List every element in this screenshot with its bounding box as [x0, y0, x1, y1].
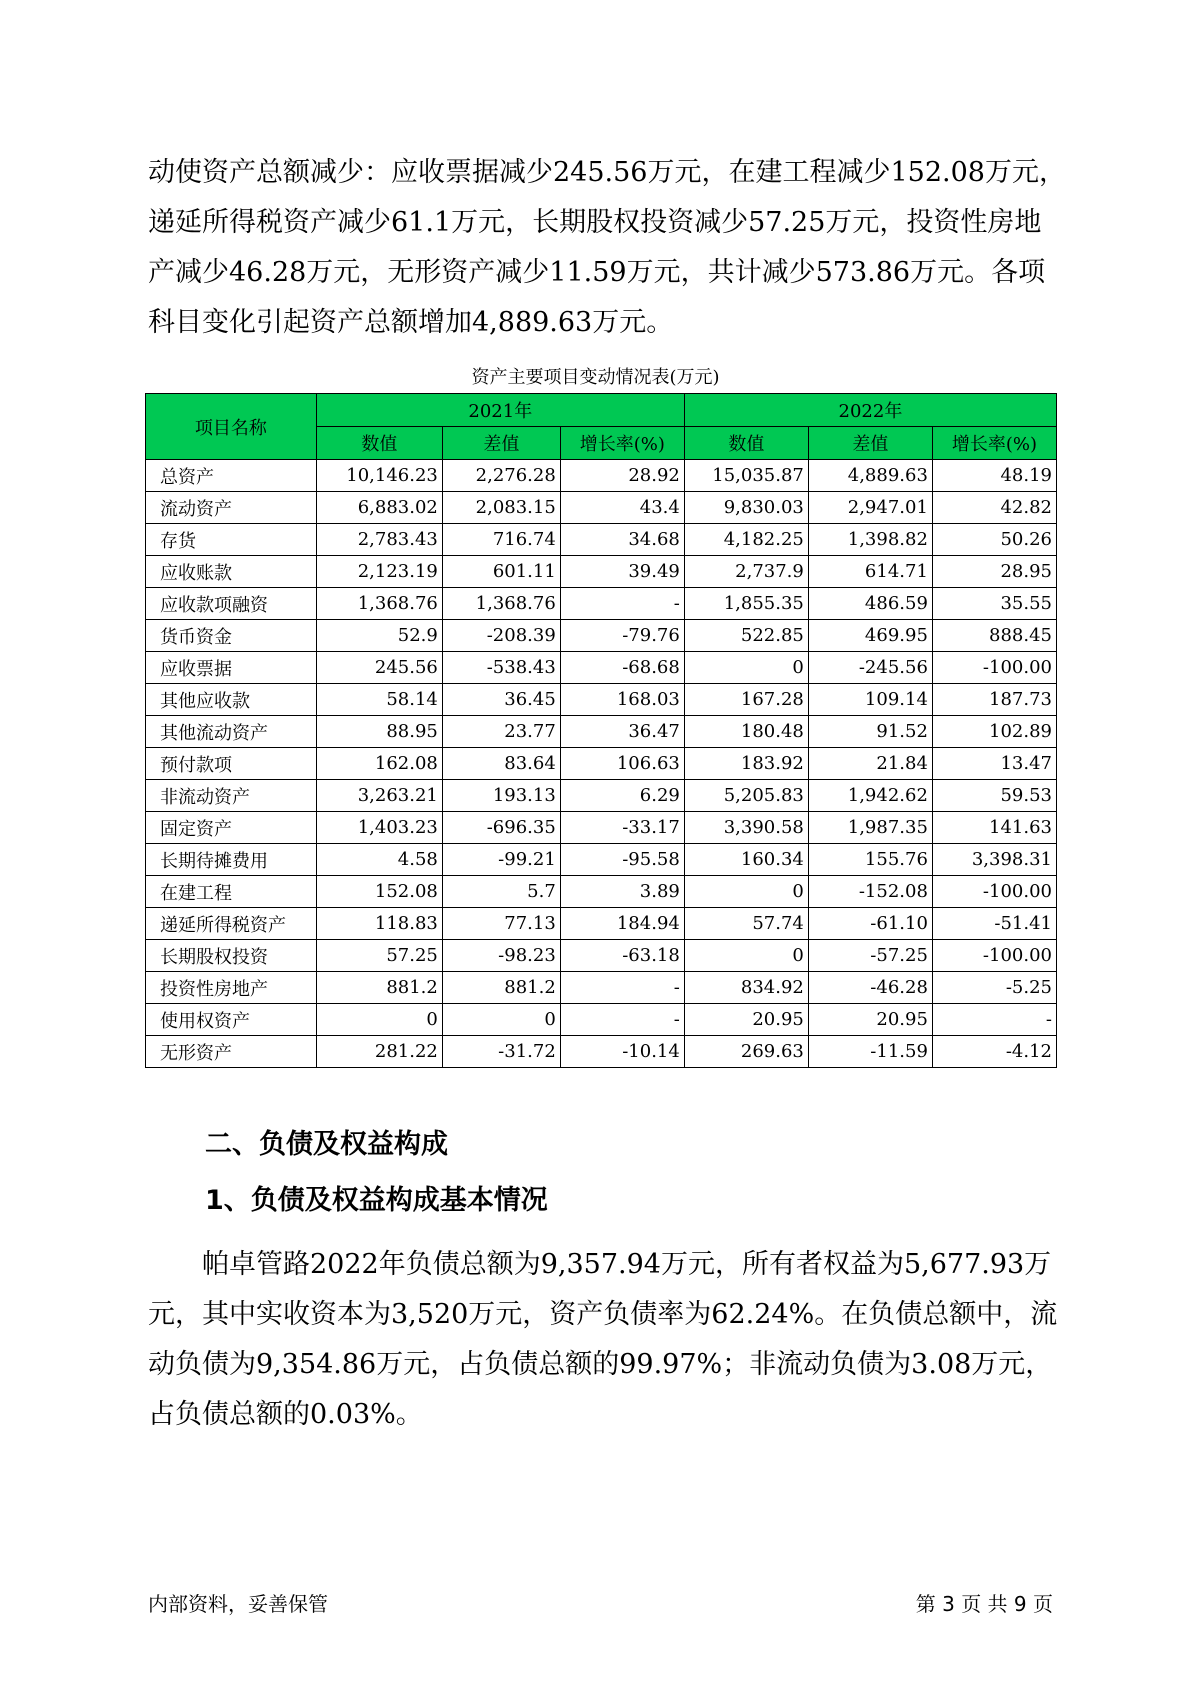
header-diff: 差值	[808, 427, 932, 460]
table-header-row-years	[146, 394, 1057, 427]
row-value-cell: 3,263.21	[316, 780, 442, 812]
table-row	[146, 524, 1057, 556]
table-caption: 资产主要项目变动情况表(万元)	[471, 367, 720, 388]
row-value-cell: -98.23	[442, 940, 560, 972]
table-row	[146, 492, 1057, 524]
footer-page-number: 第 3 页 共 9 页	[915, 1592, 1053, 1616]
row-value-cell: 184.94	[560, 908, 684, 940]
table-row	[146, 940, 1057, 972]
subsection-heading: 1、负债及权益构成基本情况	[205, 1185, 548, 1216]
liability-line: 动负债为9,354.86万元，占负债总额的99.97%；非流动负债为3.08万元，	[148, 1349, 1053, 1380]
row-value-cell: 57.25	[316, 940, 442, 972]
row-value-cell: 1,403.23	[316, 812, 442, 844]
row-value-cell: 4.58	[316, 844, 442, 876]
intro-line: 科目变化引起资产总额增加4,889.63万元。	[148, 307, 674, 338]
row-value-cell: 36.45	[442, 684, 560, 716]
table-row	[146, 588, 1057, 620]
row-value-cell: -63.18	[560, 940, 684, 972]
row-value-cell: 28.95	[932, 556, 1056, 588]
row-value-cell: 0	[442, 1004, 560, 1036]
row-value-cell: 9,830.03	[684, 492, 808, 524]
row-item-name: 应收票据	[146, 652, 317, 684]
row-value-cell: -57.25	[808, 940, 932, 972]
row-value-cell: 91.52	[808, 716, 932, 748]
row-value-cell: -	[560, 588, 684, 620]
row-value-cell: 1,368.76	[316, 588, 442, 620]
row-value-cell: -61.10	[808, 908, 932, 940]
row-value-cell: 50.26	[932, 524, 1056, 556]
row-value-cell: 2,737.9	[684, 556, 808, 588]
row-item-name: 固定资产	[146, 812, 317, 844]
row-value-cell: 77.13	[442, 908, 560, 940]
row-value-cell: 4,889.63	[808, 460, 932, 492]
row-item-name: 长期待摊费用	[146, 844, 317, 876]
row-value-cell: 614.71	[808, 556, 932, 588]
row-value-cell: 0	[316, 1004, 442, 1036]
row-value-cell: -	[560, 1004, 684, 1036]
row-value-cell: -	[932, 1004, 1056, 1036]
table-row	[146, 876, 1057, 908]
row-value-cell: 21.84	[808, 748, 932, 780]
header-item-name: 项目名称	[146, 394, 317, 460]
row-item-name: 流动资产	[146, 492, 317, 524]
row-item-name: 在建工程	[146, 876, 317, 908]
row-value-cell: -100.00	[932, 652, 1056, 684]
row-value-cell: 57.74	[684, 908, 808, 940]
row-value-cell: 180.48	[684, 716, 808, 748]
row-value-cell: -95.58	[560, 844, 684, 876]
row-value-cell: 118.83	[316, 908, 442, 940]
row-item-name: 总资产	[146, 460, 317, 492]
row-value-cell: -538.43	[442, 652, 560, 684]
row-value-cell: -46.28	[808, 972, 932, 1004]
row-value-cell: 1,398.82	[808, 524, 932, 556]
liability-paragraph	[148, 1240, 1058, 1440]
row-value-cell: 5.7	[442, 876, 560, 908]
row-value-cell: 2,947.01	[808, 492, 932, 524]
table-row	[146, 748, 1057, 780]
header-growth: 增长率(%)	[560, 427, 684, 460]
row-item-name: 投资性房地产	[146, 972, 317, 1004]
header-growth: 增长率(%)	[932, 427, 1056, 460]
row-value-cell: 152.08	[316, 876, 442, 908]
row-value-cell: 106.63	[560, 748, 684, 780]
row-value-cell: -152.08	[808, 876, 932, 908]
row-value-cell: 35.55	[932, 588, 1056, 620]
row-value-cell: 888.45	[932, 620, 1056, 652]
row-value-cell: -5.25	[932, 972, 1056, 1004]
row-value-cell: 43.4	[560, 492, 684, 524]
row-value-cell: 5,205.83	[684, 780, 808, 812]
row-value-cell: 160.34	[684, 844, 808, 876]
table-row	[146, 908, 1057, 940]
row-value-cell: 2,123.19	[316, 556, 442, 588]
row-item-name: 货币资金	[146, 620, 317, 652]
row-value-cell: 10,146.23	[316, 460, 442, 492]
row-item-name: 非流动资产	[146, 780, 317, 812]
row-value-cell: -10.14	[560, 1036, 684, 1068]
table-row	[146, 1004, 1057, 1036]
row-item-name: 其他应收款	[146, 684, 317, 716]
row-value-cell: 193.13	[442, 780, 560, 812]
row-value-cell: 109.14	[808, 684, 932, 716]
row-value-cell: 59.53	[932, 780, 1056, 812]
row-value-cell: 141.63	[932, 812, 1056, 844]
header-diff: 差值	[442, 427, 560, 460]
row-value-cell: 881.2	[316, 972, 442, 1004]
row-item-name: 应收账款	[146, 556, 317, 588]
row-value-cell: 155.76	[808, 844, 932, 876]
row-value-cell: 83.64	[442, 748, 560, 780]
row-value-cell: -100.00	[932, 940, 1056, 972]
intro-paragraph	[148, 148, 1066, 348]
row-item-name: 存货	[146, 524, 317, 556]
header-year-2021: 2021年	[316, 394, 684, 427]
row-value-cell: 20.95	[808, 1004, 932, 1036]
table-row	[146, 780, 1057, 812]
liability-line: 占负债总额的0.03%。	[148, 1399, 423, 1430]
row-value-cell: 601.11	[442, 556, 560, 588]
row-value-cell: 3,390.58	[684, 812, 808, 844]
row-value-cell: 23.77	[442, 716, 560, 748]
row-value-cell: 88.95	[316, 716, 442, 748]
row-value-cell: 486.59	[808, 588, 932, 620]
row-value-cell: 3,398.31	[932, 844, 1056, 876]
row-item-name: 无形资产	[146, 1036, 317, 1068]
intro-line: 递延所得税资产减少61.1万元，长期股权投资减少57.25万元，投资性房地	[148, 207, 1042, 238]
row-item-name: 其他流动资产	[146, 716, 317, 748]
table-row	[146, 844, 1057, 876]
table-row	[146, 460, 1057, 492]
row-value-cell: -	[560, 972, 684, 1004]
row-value-cell: 20.95	[684, 1004, 808, 1036]
table-row	[146, 652, 1057, 684]
table-row	[146, 812, 1057, 844]
row-value-cell: -11.59	[808, 1036, 932, 1068]
row-value-cell: 58.14	[316, 684, 442, 716]
row-value-cell: -100.00	[932, 876, 1056, 908]
row-value-cell: 0	[684, 652, 808, 684]
row-value-cell: 2,276.28	[442, 460, 560, 492]
row-value-cell: 102.89	[932, 716, 1056, 748]
row-value-cell: 6,883.02	[316, 492, 442, 524]
row-value-cell: 0	[684, 940, 808, 972]
header-year-2022: 2022年	[684, 394, 1056, 427]
row-value-cell: 42.82	[932, 492, 1056, 524]
row-value-cell: 2,083.15	[442, 492, 560, 524]
row-value-cell: 28.92	[560, 460, 684, 492]
row-value-cell: 36.47	[560, 716, 684, 748]
row-value-cell: 167.28	[684, 684, 808, 716]
section-heading: 二、负债及权益构成	[205, 1129, 448, 1160]
row-value-cell: 834.92	[684, 972, 808, 1004]
table-row	[146, 620, 1057, 652]
row-item-name: 预付款项	[146, 748, 317, 780]
intro-line: 动使资产总额减少：应收票据减少245.56万元，在建工程减少152.08万元，	[148, 157, 1066, 188]
row-value-cell: 13.47	[932, 748, 1056, 780]
row-value-cell: -79.76	[560, 620, 684, 652]
row-value-cell: 0	[684, 876, 808, 908]
liability-line: 帕卓管路2022年负债总额为9,357.94万元，所有者权益为5,677.93万	[202, 1249, 1052, 1280]
footer-confidential-note: 内部资料，妥善保管	[148, 1592, 328, 1616]
intro-line: 产减少46.28万元，无形资产减少11.59万元，共计减少573.86万元。各项	[148, 257, 1046, 288]
table-row	[146, 716, 1057, 748]
row-value-cell: 522.85	[684, 620, 808, 652]
row-value-cell: 34.68	[560, 524, 684, 556]
row-value-cell: 1,368.76	[442, 588, 560, 620]
row-value-cell: 881.2	[442, 972, 560, 1004]
asset-change-table	[145, 393, 1057, 1068]
row-value-cell: -33.17	[560, 812, 684, 844]
row-value-cell: 168.03	[560, 684, 684, 716]
row-value-cell: 183.92	[684, 748, 808, 780]
row-value-cell: 3.89	[560, 876, 684, 908]
row-value-cell: -208.39	[442, 620, 560, 652]
row-value-cell: 1,942.62	[808, 780, 932, 812]
table-row	[146, 556, 1057, 588]
row-value-cell: -51.41	[932, 908, 1056, 940]
table-body	[146, 460, 1057, 1068]
row-value-cell: 1,855.35	[684, 588, 808, 620]
table-row	[146, 972, 1057, 1004]
row-value-cell: 48.19	[932, 460, 1056, 492]
liability-line: 元，其中实收资本为3,520万元，资产负债率为62.24%。在负债总额中，流	[148, 1299, 1058, 1330]
row-value-cell: -4.12	[932, 1036, 1056, 1068]
row-value-cell: 2,783.43	[316, 524, 442, 556]
table-row	[146, 684, 1057, 716]
row-item-name: 使用权资产	[146, 1004, 317, 1036]
row-value-cell: 1,987.35	[808, 812, 932, 844]
row-value-cell: -99.21	[442, 844, 560, 876]
row-value-cell: 245.56	[316, 652, 442, 684]
row-value-cell: 15,035.87	[684, 460, 808, 492]
row-value-cell: 469.95	[808, 620, 932, 652]
row-value-cell: -245.56	[808, 652, 932, 684]
row-item-name: 长期股权投资	[146, 940, 317, 972]
row-value-cell: 4,182.25	[684, 524, 808, 556]
row-value-cell: 269.63	[684, 1036, 808, 1068]
row-value-cell: -31.72	[442, 1036, 560, 1068]
row-value-cell: 187.73	[932, 684, 1056, 716]
row-value-cell: 162.08	[316, 748, 442, 780]
row-value-cell: 39.49	[560, 556, 684, 588]
header-value: 数值	[684, 427, 808, 460]
row-value-cell: 716.74	[442, 524, 560, 556]
row-value-cell: -696.35	[442, 812, 560, 844]
row-item-name: 应收款项融资	[146, 588, 317, 620]
row-value-cell: 52.9	[316, 620, 442, 652]
row-value-cell: -68.68	[560, 652, 684, 684]
row-item-name: 递延所得税资产	[146, 908, 317, 940]
header-value: 数值	[316, 427, 442, 460]
row-value-cell: 6.29	[560, 780, 684, 812]
table-row	[146, 1036, 1057, 1068]
row-value-cell: 281.22	[316, 1036, 442, 1068]
